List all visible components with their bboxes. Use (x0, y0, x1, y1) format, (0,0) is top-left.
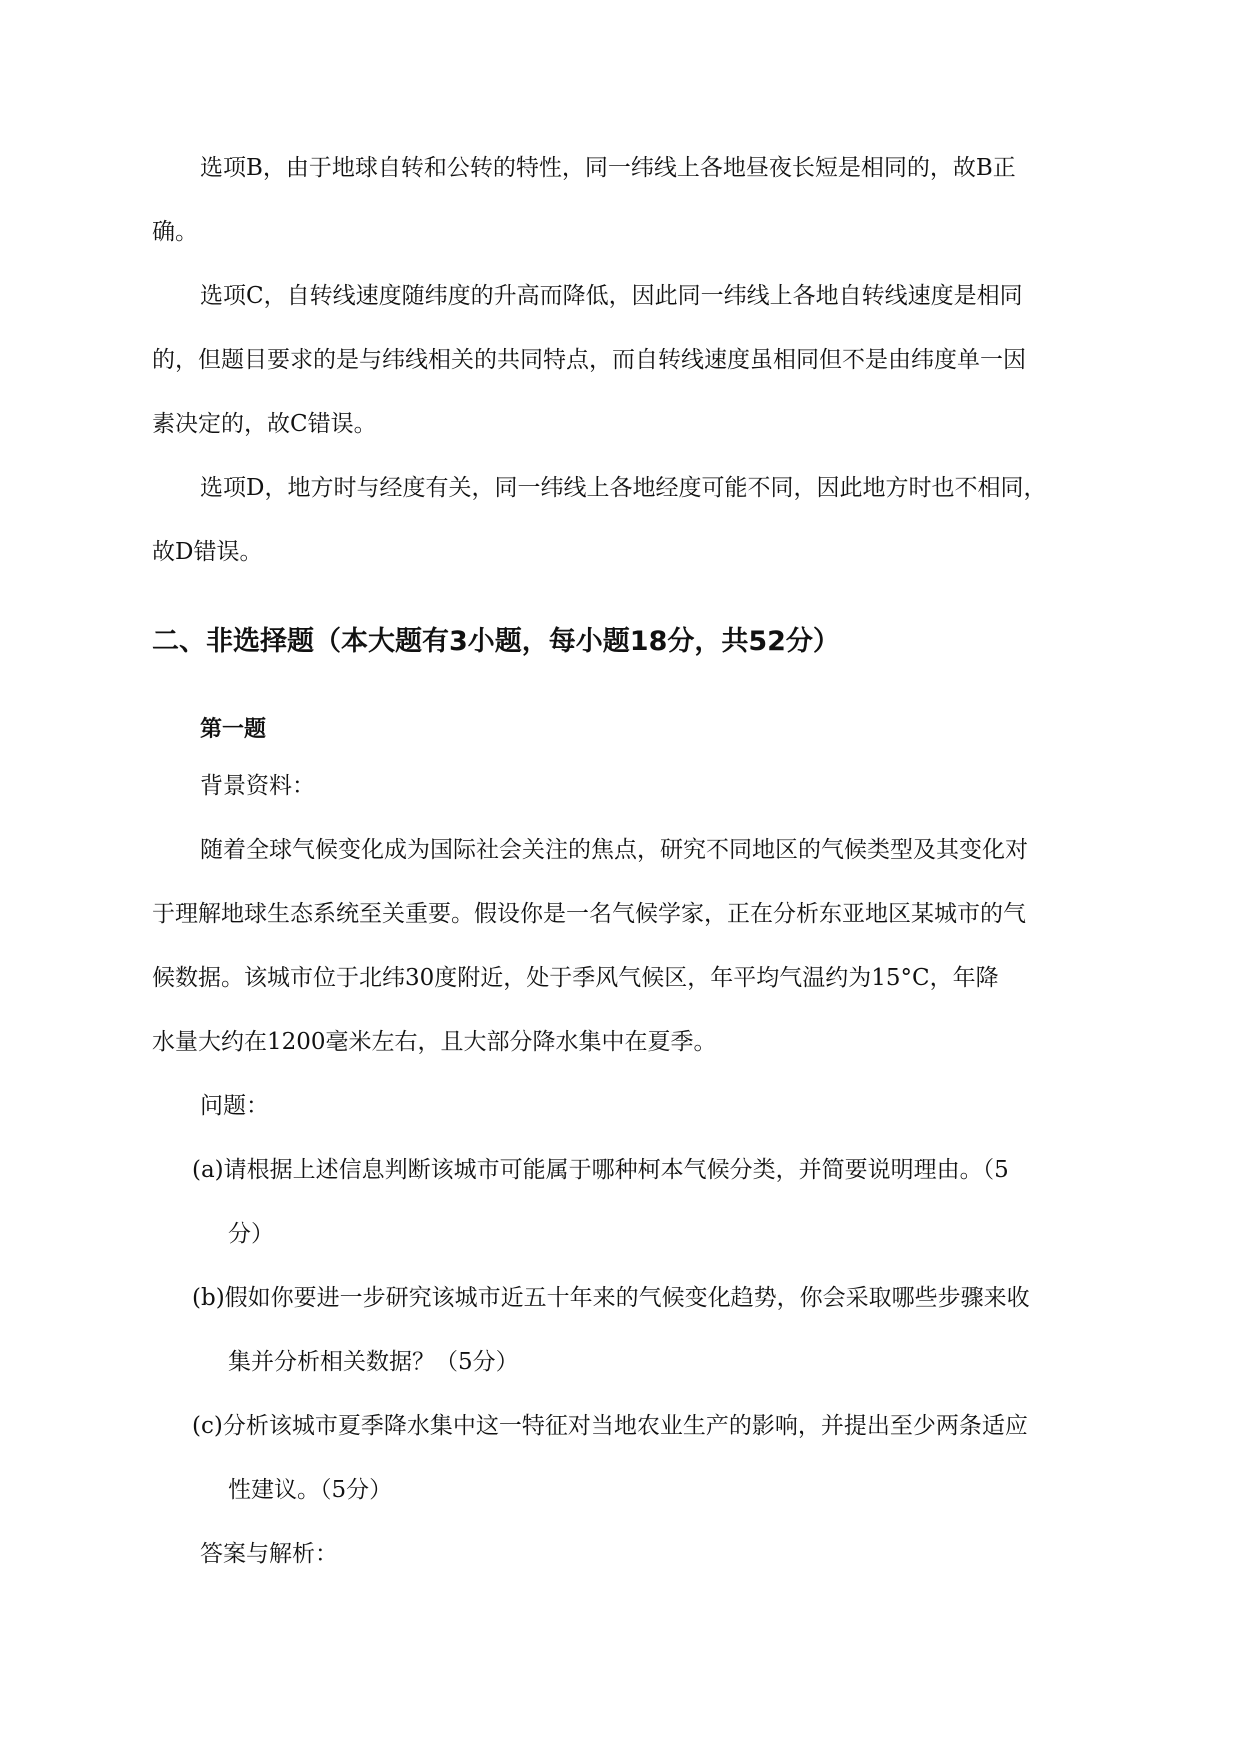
option-d-line2: 故D错误。 (152, 539, 263, 565)
sub-question-marker: (b) (192, 1285, 225, 1311)
sub-question-text: 分析该城市夏季降水集中这一特征对当地农业生产的影响，并提出至少两条适应 (222, 1413, 1028, 1439)
sub-question-continuation: 性建议。（5分） (228, 1477, 393, 1503)
sub-question-marker: (c) (192, 1413, 223, 1439)
sub-question-b (192, 1266, 1092, 1394)
answer-label: 答案与解析： (200, 1541, 338, 1567)
option-b-line1: 选项B，由于地球自转和公转的特性，同一纬线上各地昼夜长短是相同的，故B正 (200, 155, 1016, 181)
question-label: 问题： (200, 1093, 269, 1119)
background-line: 水量大约在1200毫米左右，且大部分降水集中在夏季。 (152, 1029, 717, 1055)
option-b-line2: 确。 (152, 219, 198, 245)
sub-question-c (192, 1394, 1092, 1522)
section-heading: 二、非选择题（本大题有3小题，每小题18分，共52分） (152, 626, 840, 657)
sub-question-continuation: 集并分析相关数据？（5分） (228, 1349, 519, 1375)
sub-question-text: 请根据上述信息判断该城市可能属于哪种柯本气候分类，并简要说明理由。（5 (223, 1157, 1009, 1183)
option-d-line1: 选项D，地方时与经度有关，同一纬线上各地经度可能不同，因此地方时也不相同， (200, 475, 1047, 501)
background-line: 候数据。该城市位于北纬30度附近，处于季风气候区，年平均气温约为15°C，年降 (152, 965, 999, 991)
background-line: 随着全球气候变化成为国际社会关注的焦点，研究不同地区的气候类型及其变化对 (200, 837, 1028, 863)
background-line: 于理解地球生态系统至关重要。假设你是一名气候学家，正在分析东亚地区某城市的气 (152, 901, 1026, 927)
sub-question-a (192, 1138, 1092, 1266)
question-title: 第一题 (200, 717, 267, 742)
sub-question-marker: (a) (192, 1157, 224, 1183)
sub-question-text: 假如你要进一步研究该城市近五十年来的气候变化趋势，你会采取哪些步骤来收 (224, 1285, 1030, 1311)
option-c-line2: 的，但题目要求的是与纬线相关的共同特点，而自转线速度虽相同但不是由纬度单一因 (152, 347, 1026, 373)
option-c-line3: 素决定的，故C错误。 (152, 411, 377, 437)
background-label: 背景资料： (200, 773, 315, 799)
sub-question-continuation: 分） (228, 1221, 274, 1247)
option-c-line1: 选项C，自转线速度随纬度的升高而降低，因此同一纬线上各地自转线速度是相同 (200, 283, 1023, 309)
